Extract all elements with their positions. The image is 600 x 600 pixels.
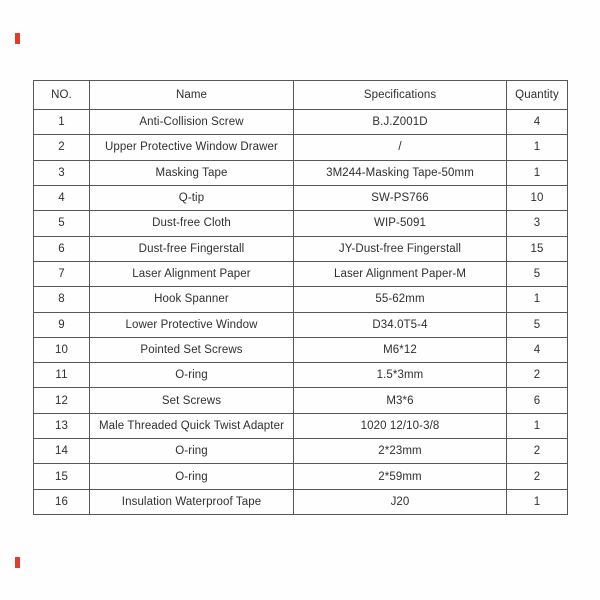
table-row (34, 160, 568, 185)
cell-no: 11 (34, 363, 90, 388)
cell-name: Set Screws (90, 388, 294, 413)
cell-specifications: SW-PS766 (294, 185, 507, 210)
table-row (34, 185, 568, 210)
cell-quantity: 2 (507, 464, 568, 489)
cell-specifications: JY-Dust-free Fingerstall (294, 236, 507, 261)
cell-quantity: 10 (507, 185, 568, 210)
cell-specifications: D34.0T5-4 (294, 312, 507, 337)
cell-quantity: 1 (507, 287, 568, 312)
table-row (34, 363, 568, 388)
cell-name: Dust-free Cloth (90, 211, 294, 236)
table-row (34, 236, 568, 261)
parts-list-table (33, 80, 568, 515)
cell-no: 9 (34, 312, 90, 337)
cell-name: Q-tip (90, 185, 294, 210)
cell-specifications: 1.5*3mm (294, 363, 507, 388)
cell-no: 1 (34, 110, 90, 135)
cell-quantity: 4 (507, 110, 568, 135)
table-row (34, 388, 568, 413)
column-header-quantity: Quantity (507, 81, 568, 110)
cell-name: Dust-free Fingerstall (90, 236, 294, 261)
cell-specifications: 3M244-Masking Tape-50mm (294, 160, 507, 185)
table-row (34, 261, 568, 286)
table-row (34, 439, 568, 464)
red-dash-mark-bottom (15, 557, 20, 568)
cell-specifications: 2*59mm (294, 464, 507, 489)
cell-name: Upper Protective Window Drawer (90, 135, 294, 160)
cell-quantity: 1 (507, 413, 568, 438)
column-header-name: Name (90, 81, 294, 110)
cell-name: Hook Spanner (90, 287, 294, 312)
cell-name: O-ring (90, 363, 294, 388)
cell-quantity: 5 (507, 312, 568, 337)
cell-specifications: B.J.Z001D (294, 110, 507, 135)
table-row (34, 135, 568, 160)
cell-quantity: 1 (507, 489, 568, 514)
cell-quantity: 1 (507, 135, 568, 160)
cell-name: Pointed Set Screws (90, 337, 294, 362)
table-row (34, 337, 568, 362)
cell-name: Anti-Collision Screw (90, 110, 294, 135)
cell-name: O-ring (90, 439, 294, 464)
table-row (34, 464, 568, 489)
cell-name: Male Threaded Quick Twist Adapter (90, 413, 294, 438)
cell-no: 8 (34, 287, 90, 312)
cell-no: 3 (34, 160, 90, 185)
cell-no: 10 (34, 337, 90, 362)
cell-no: 7 (34, 261, 90, 286)
cell-quantity: 2 (507, 439, 568, 464)
cell-name: Masking Tape (90, 160, 294, 185)
column-header-specifications: Specifications (294, 81, 507, 110)
column-header-no: NO. (34, 81, 90, 110)
cell-specifications: J20 (294, 489, 507, 514)
cell-no: 16 (34, 489, 90, 514)
red-dash-mark-top (15, 33, 20, 44)
cell-quantity: 4 (507, 337, 568, 362)
cell-quantity: 3 (507, 211, 568, 236)
cell-no: 4 (34, 185, 90, 210)
table-row (34, 287, 568, 312)
cell-no: 6 (34, 236, 90, 261)
cell-name: Lower Protective Window (90, 312, 294, 337)
table-header-row (34, 81, 568, 110)
cell-specifications: 55-62mm (294, 287, 507, 312)
cell-quantity: 2 (507, 363, 568, 388)
cell-quantity: 5 (507, 261, 568, 286)
table-row (34, 211, 568, 236)
cell-specifications: 1020 12/10-3/8 (294, 413, 507, 438)
cell-name: O-ring (90, 464, 294, 489)
cell-specifications: Laser Alignment Paper-M (294, 261, 507, 286)
cell-no: 12 (34, 388, 90, 413)
cell-quantity: 6 (507, 388, 568, 413)
cell-specifications: / (294, 135, 507, 160)
cell-specifications: M3*6 (294, 388, 507, 413)
cell-no: 14 (34, 439, 90, 464)
cell-no: 13 (34, 413, 90, 438)
cell-specifications: WIP-5091 (294, 211, 507, 236)
table-row (34, 413, 568, 438)
table-row (34, 312, 568, 337)
cell-quantity: 15 (507, 236, 568, 261)
cell-specifications: M6*12 (294, 337, 507, 362)
cell-no: 2 (34, 135, 90, 160)
cell-quantity: 1 (507, 160, 568, 185)
cell-no: 15 (34, 464, 90, 489)
table-row (34, 489, 568, 514)
cell-name: Laser Alignment Paper (90, 261, 294, 286)
table-row (34, 110, 568, 135)
cell-specifications: 2*23mm (294, 439, 507, 464)
cell-no: 5 (34, 211, 90, 236)
cell-name: Insulation Waterproof Tape (90, 489, 294, 514)
